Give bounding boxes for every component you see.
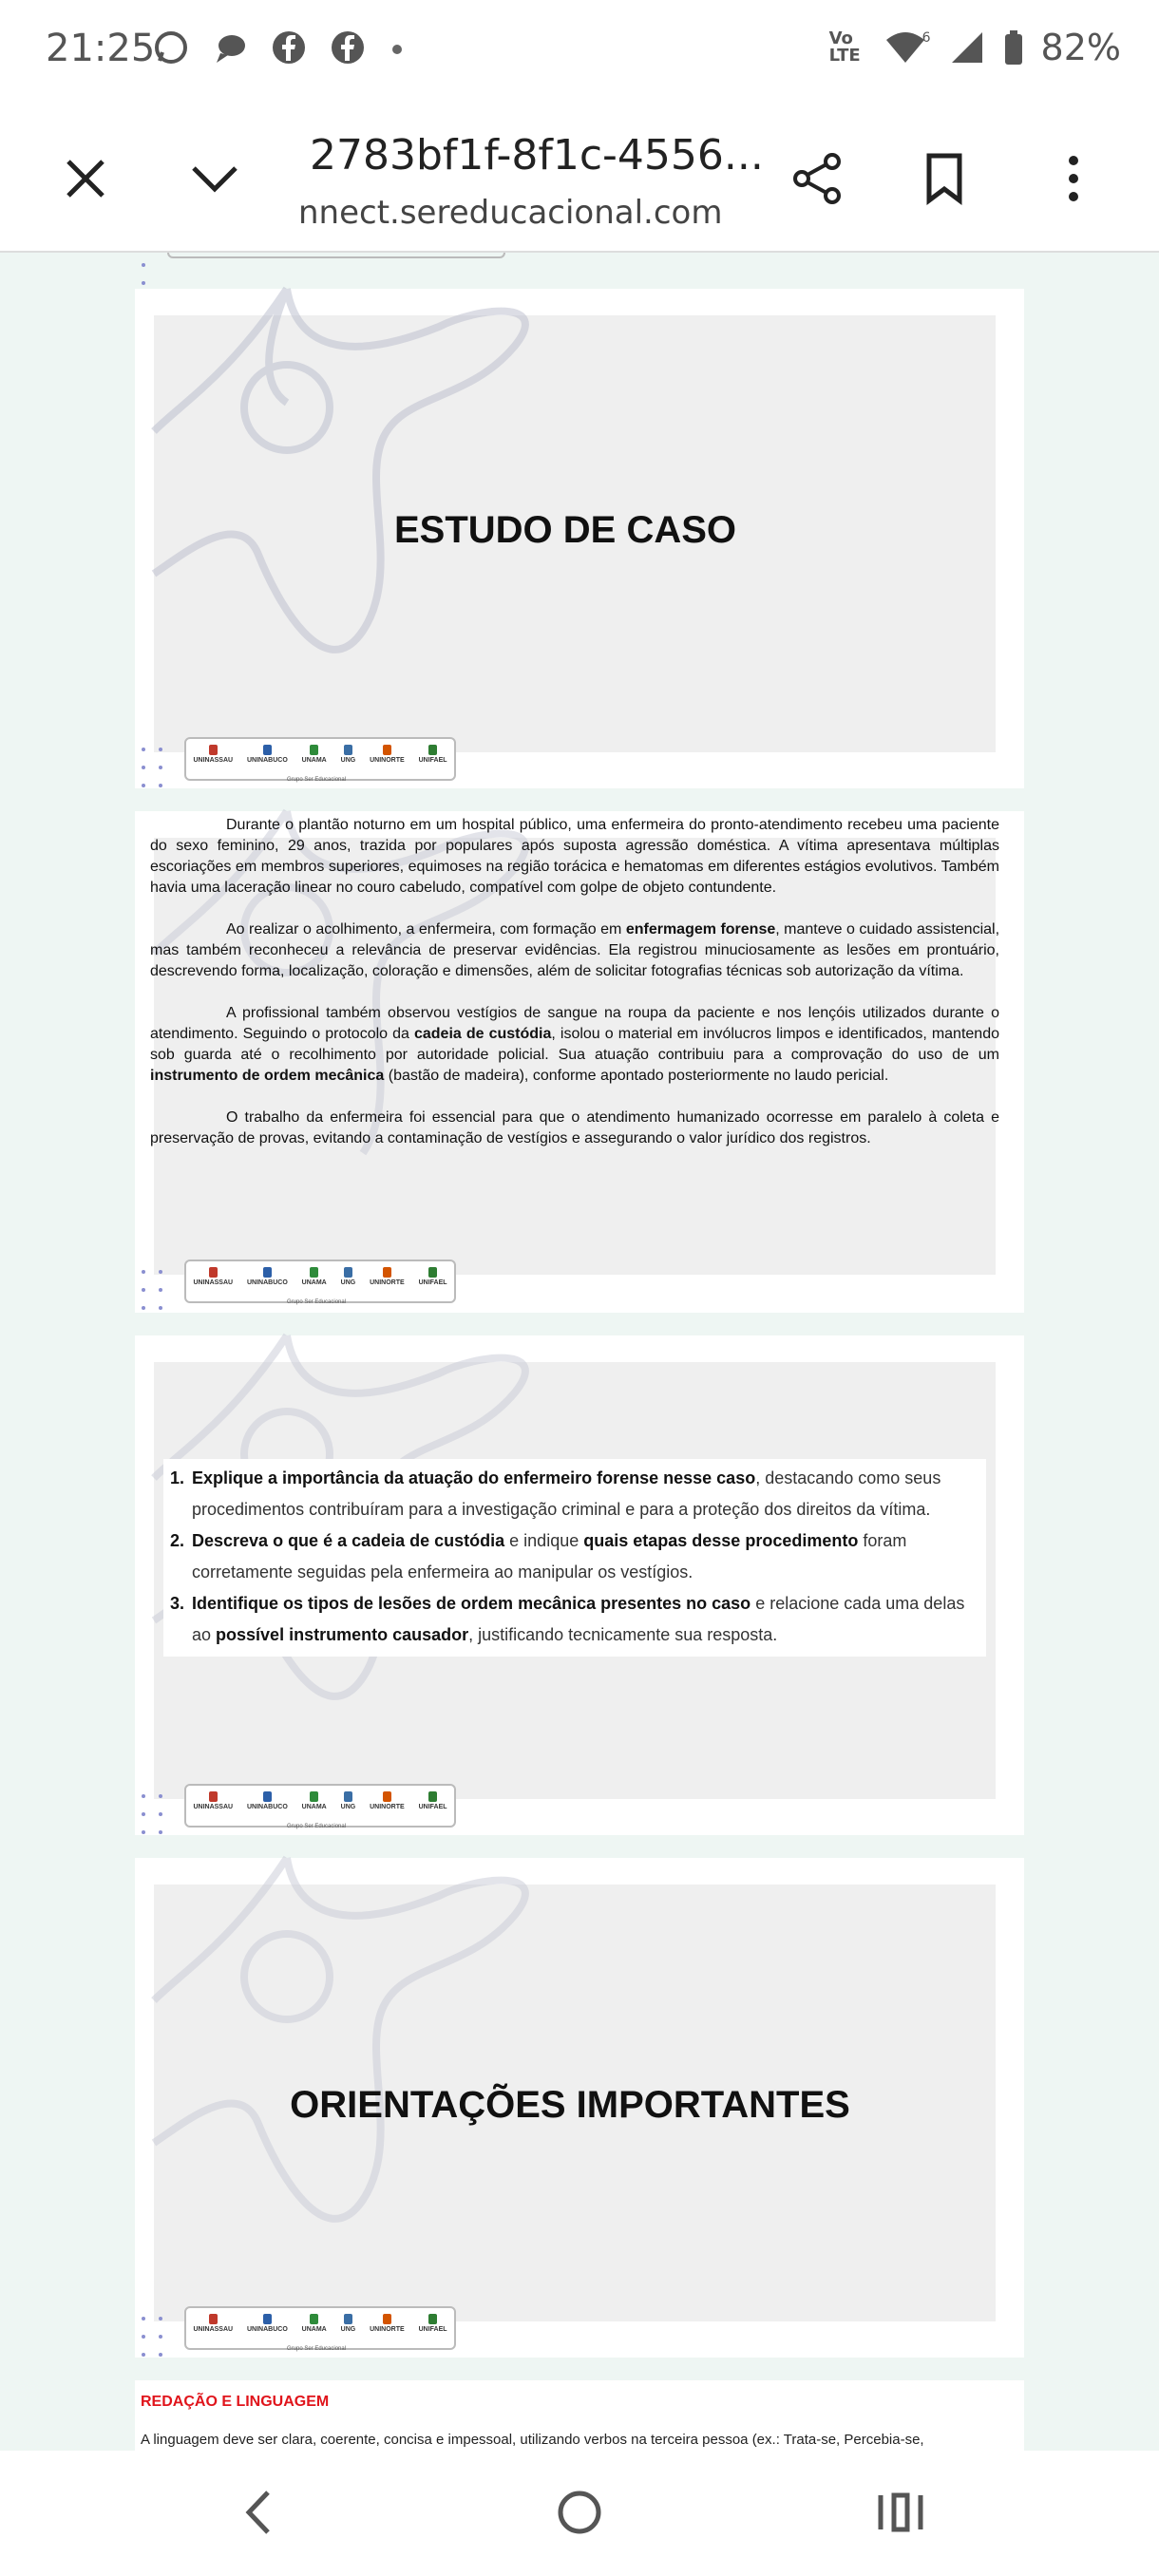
logo-uninabuco: UNINABUCO <box>247 1791 288 1810</box>
signal-icon <box>948 28 986 66</box>
logo-ung: UNG <box>341 2314 356 2333</box>
logo-unifael: UNIFAEL <box>419 1791 447 1810</box>
wifi-icon <box>884 28 926 66</box>
logo-uninassau: UNINASSAU <box>193 745 233 764</box>
whatsapp-icon <box>152 28 190 66</box>
logo-unama: UNAMA <box>302 745 327 764</box>
grupo-label: Grupo Ser Educacional <box>287 1824 347 1829</box>
logo-unifael: UNIFAEL <box>419 1267 447 1286</box>
dots-decor <box>135 1265 182 1319</box>
watermark-figure <box>154 289 553 669</box>
facebook-icon <box>270 28 308 66</box>
logo-unifael: UNIFAEL <box>419 2314 447 2333</box>
question-item: 3. Identifique os tipos de lesões de ordem mecânica presentes no caso e relacione cada uma delas ao possível instrumento causador, justificando tecnicamente sua resposta. <box>169 1594 965 1644</box>
more-options-button[interactable] <box>1036 141 1112 217</box>
logo-uninassau: UNINASSAU <box>193 1791 233 1810</box>
dots-decor <box>135 1790 182 1844</box>
status-right <box>829 27 1121 68</box>
dots-decor <box>135 743 182 797</box>
share-button[interactable] <box>779 141 855 217</box>
case-text <box>150 815 999 1170</box>
logo-uninabuco: UNINABUCO <box>247 745 288 764</box>
logo-uninabuco: UNINABUCO <box>247 2314 288 2333</box>
previous-page-remnant <box>167 253 505 258</box>
paragraph: O trabalho da enfermeira foi essencial para que o atendimento humanizado ocorresse em paralelo à coleta e preservação de provas, evitando a contaminação de vestígios e assegurando o valor jurídico dos registros. <box>150 1109 999 1146</box>
chevron-down-icon <box>191 164 238 193</box>
bookmark-button[interactable] <box>906 141 982 217</box>
dot-icon <box>388 28 407 66</box>
battery-icon <box>1003 28 1024 66</box>
paragraph: Ao realizar o acolhimento, a enfermeira, com formação em enfermagem forense, manteve o cuidado assistencial, mas também reconheceu a relevância de preservar evidências. Ela registrou minuciosamente as lesões em prontuário, descrevendo forma, localização, coloração e dimensões, além de solicitar fotografias técnicas sob autorização da vítima. <box>150 921 1000 979</box>
wifi-label: 6 <box>922 30 931 46</box>
section-heading: REDAÇÃO E LINGUAGEM <box>141 2394 330 2410</box>
slide-questions <box>135 1335 1024 1835</box>
recents-icon <box>877 2491 924 2533</box>
document-url: nnect.sereducacional.com <box>298 194 723 232</box>
status-time: 21:25 <box>46 27 156 70</box>
institution-logos <box>184 1260 456 1303</box>
question-item: 1. Explique a importância da atuação do enfermeiro forense nesse caso, destacando como seus procedimentos contribuíram para a investigação criminal e para a proteção dos direitos da vítima. <box>169 1468 941 1519</box>
battery-percent: 82% <box>1040 27 1121 68</box>
logo-uninassau: UNINASSAU <box>193 2314 233 2333</box>
document-title: 2783bf1f-8f1c-4556... <box>310 131 764 180</box>
system-nav-bar <box>0 2451 1159 2576</box>
back-icon <box>239 2489 277 2536</box>
logo-unama: UNAMA <box>302 1267 327 1286</box>
paragraph: A profissional também observou vestígios de sangue na roupa da paciente e nos lençóis utilizados durante o atendimento. Seguindo o protocolo da cadeia de custódia, isolou o material em invólucros limpos e identificados, mantendo sob guarda até o recolhimento por autoridade policial. Sua atuação contribuiu para a comprovação do uso de um instrumento de ordem mecânica (bastão de madeira), conforme apontado posteriormente no laudo pericial. <box>150 1005 999 1084</box>
logo-uninorte: UNINORTE <box>370 745 405 764</box>
notification-icons <box>152 28 407 66</box>
logo-unifael: UNIFAEL <box>419 745 447 764</box>
nav-back-button[interactable] <box>220 2479 296 2546</box>
slide-orientacoes <box>135 1858 1024 2358</box>
home-icon <box>556 2489 603 2536</box>
dots-decor <box>135 2312 182 2366</box>
logo-uninorte: UNINORTE <box>370 1267 405 1286</box>
document-viewer[interactable] <box>0 253 1159 2451</box>
viewer-toolbar <box>0 103 1159 253</box>
logo-unama: UNAMA <box>302 1791 327 1810</box>
watermark-figure <box>154 1858 553 2238</box>
grupo-label: Grupo Ser Educacional <box>287 1299 347 1305</box>
facebook-icon <box>329 28 367 66</box>
institution-logos <box>184 2306 456 2350</box>
logo-uninorte: UNINORTE <box>370 1791 405 1810</box>
slide-estudo-de-caso <box>135 289 1024 788</box>
share-icon <box>790 152 844 205</box>
logo-ung: UNG <box>341 1267 356 1286</box>
slide-title: ESTUDO DE CASO <box>393 509 737 551</box>
grupo-label: Grupo Ser Educacional <box>287 777 347 783</box>
collapse-button[interactable] <box>177 141 253 217</box>
grupo-label: Grupo Ser Educacional <box>287 2346 347 2352</box>
network-label: Vo LTE <box>828 28 861 66</box>
nav-recents-button[interactable] <box>863 2479 939 2546</box>
more-vert-icon <box>1067 155 1080 202</box>
institution-logos <box>184 1784 456 1828</box>
bookmark-icon <box>925 153 963 204</box>
status-bar <box>0 0 1159 103</box>
question-list <box>163 1459 986 1657</box>
logo-uninabuco: UNINABUCO <box>247 1267 288 1286</box>
logo-ung: UNG <box>341 1791 356 1810</box>
section-body: A linguagem deve ser clara, coerente, concisa e impessoal, utilizando verbos na terceira pessoa (ex.: Trata-se, Percebia-se, <box>141 2432 924 2448</box>
logo-uninassau: UNINASSAU <box>193 1267 233 1286</box>
logo-uninorte: UNINORTE <box>370 2314 405 2333</box>
logo-unama: UNAMA <box>302 2314 327 2333</box>
question-item: 2. Descreva o que é a cadeia de custódia e indique quais etapas desse procedimento foram corretamente seguidas pela enfermeira ao manipular os vestígios. <box>169 1531 907 1582</box>
close-icon <box>65 158 106 199</box>
paragraph: Durante o plantão noturno em um hospital público, uma enfermeira do pronto-atendimento recebeu uma paciente do sexo feminino, 29 anos, trazida por populares após suposta agressão doméstica. A vítima apresentava múltiplas escoriações em membros superiores, equimoses na região torácica e hematomas em diferentes estágios evolutivos. Também havia uma laceração linear no couro cabeludo, compatível com golpe de objeto contundente. <box>150 817 999 896</box>
slide-title: ORIENTAÇÕES IMPORTANTES <box>290 2084 850 2126</box>
chat-icon <box>211 28 249 66</box>
institution-logos <box>184 737 456 781</box>
slide-case-text <box>135 811 1024 1313</box>
nav-home-button[interactable] <box>542 2479 618 2546</box>
logo-ung: UNG <box>341 745 356 764</box>
close-button[interactable] <box>48 141 124 217</box>
